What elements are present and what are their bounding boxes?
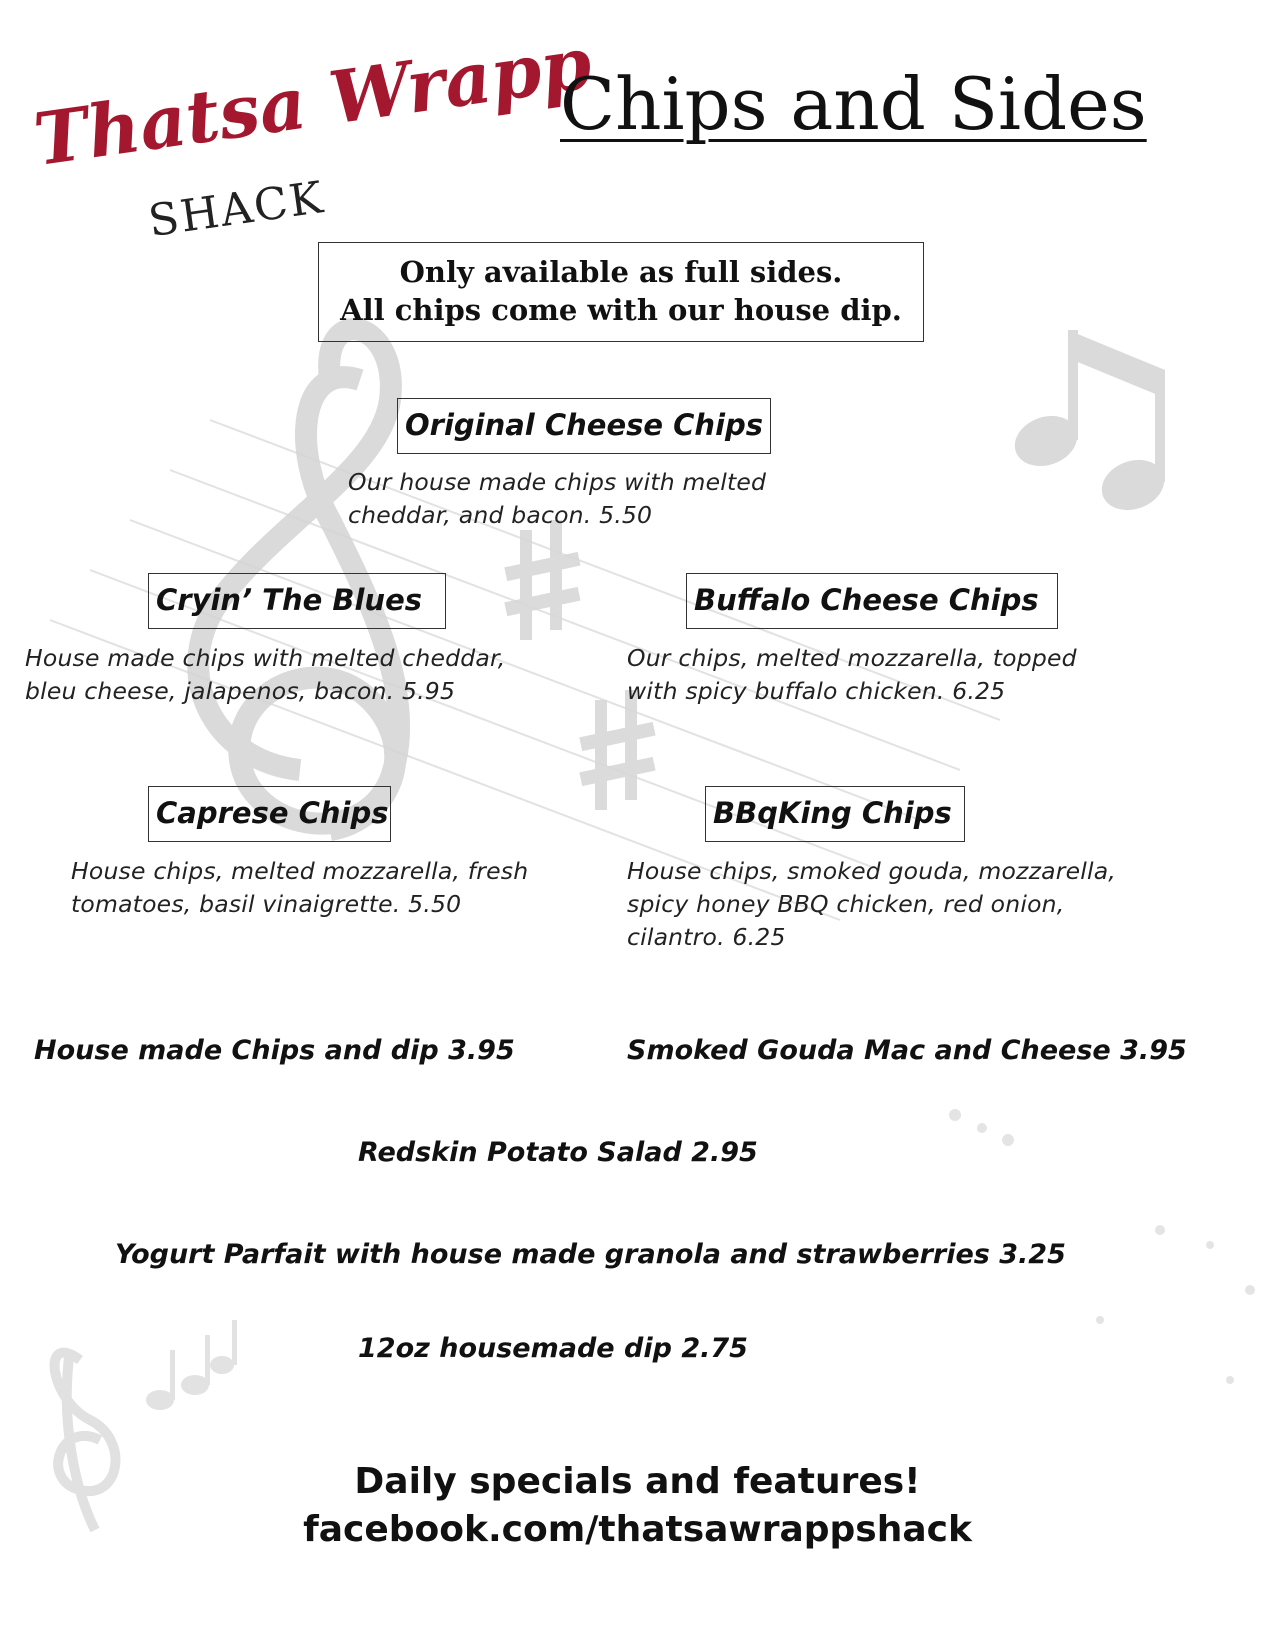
item-desc-line: bleu cheese, jalapenos, bacon. 5.95 [25,677,456,705]
item-title-original-cheese-chips: Original Cheese Chips [397,398,771,454]
item-desc-line: cheddar, and bacon. 5.50 [348,501,653,529]
item-desc-line: Our chips, melted mozzarella, topped [627,644,1077,672]
item-desc-line: Our house made chips with melted [348,468,767,496]
item-desc-line: with spicy buffalo chicken. 6.25 [627,677,1006,705]
item-desc-line: tomatoes, basil vinaigrette. 5.50 [71,890,462,918]
item-desc-original-cheese-chips [348,466,766,532]
notice-line-2: All chips come with our house dip. [340,293,902,327]
item-title-buffalo-cheese-chips: Buffalo Cheese Chips [686,573,1058,629]
side-mac-and-cheese: Smoked Gouda Mac and Cheese 3.95 [627,1035,1187,1066]
item-desc-line: cilantro. 6.25 [627,923,786,951]
notice-line-1: Only available as full sides. [399,255,843,289]
side-chips-and-dip: House made Chips and dip 3.95 [34,1035,515,1066]
footer [0,1458,1275,1554]
item-desc-cryin-the-blues [25,642,505,708]
logo-script-text: Thatsa Wrapp [28,19,597,182]
item-desc-line: House chips, melted mozzarella, fresh [71,857,529,885]
item-desc-line: spicy honey BBQ chicken, red onion, [627,890,1065,918]
item-title-cryin-the-blues: Cryin’ The Blues [148,573,446,629]
side-housemade-dip: 12oz housemade dip 2.75 [358,1333,748,1364]
item-desc-bbqking-chips [627,855,1116,954]
item-desc-buffalo-cheese-chips [627,642,1077,708]
side-yogurt-parfait: Yogurt Parfait with house made granola and strawberries 3.25 [115,1239,1066,1270]
item-title-caprese-chips: Caprese Chips [148,786,391,842]
item-title-bbqking-chips: BBqKing Chips [705,786,965,842]
item-desc-caprese-chips [71,855,528,921]
page-title: Chips and Sides [560,62,1147,146]
music-note-icon [1008,330,1172,518]
item-desc-line: House chips, smoked gouda, mozzarella, [627,857,1116,885]
availability-notice [318,242,924,342]
logo-shack-text: SHACK [145,172,328,248]
footer-specials: Daily specials and features! [354,1461,921,1502]
side-potato-salad: Redskin Potato Salad 2.95 [358,1137,758,1168]
thatsa-wrapp-logo [28,19,597,248]
item-desc-line: House made chips with melted cheddar, [25,644,506,672]
footer-facebook-link[interactable]: facebook.com/thatsawrappshack [303,1509,972,1550]
